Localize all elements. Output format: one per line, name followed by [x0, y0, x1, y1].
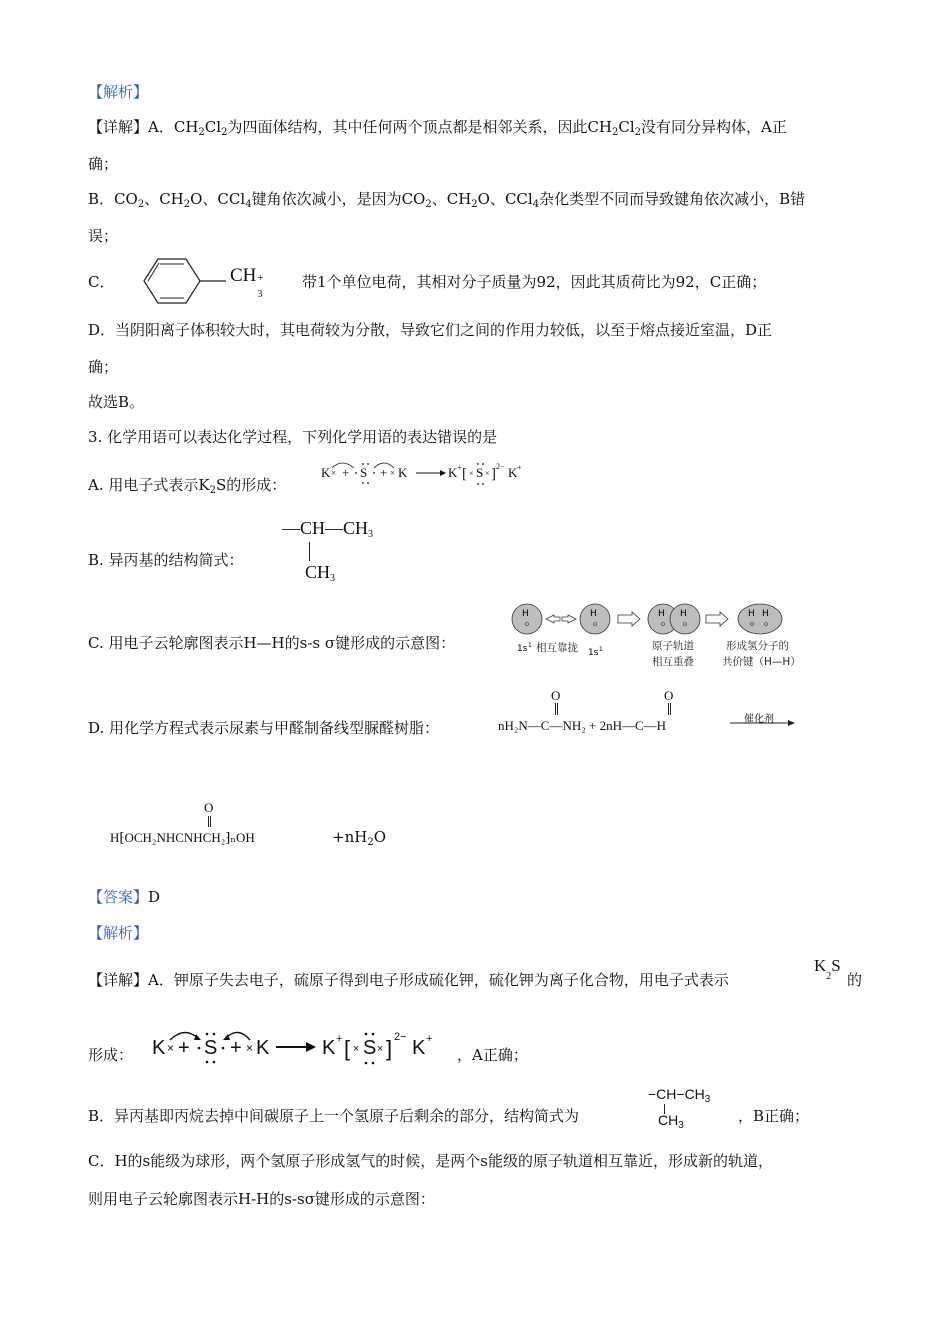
- q3-option-d: D. 用化学方程式表示尿素与甲醛制备线型脲醛树脂：: [88, 719, 440, 737]
- isopropyl-formula: $—CH—CH_3$: [282, 518, 374, 540]
- k-cation-right-lg: K: [412, 1037, 426, 1059]
- plus-sign: +: [342, 465, 350, 480]
- q3-stem: 3. 化学用语可以表达化学过程，下列化学用语的表达错误的是: [88, 428, 498, 446]
- arrow-left-open: [562, 615, 576, 623]
- reactants-equation: nH₂N—C—NH₂ + 2nH—C—H: [498, 718, 667, 733]
- h-label-6: H: [762, 609, 769, 619]
- q3-analysis-tag: 【解析】: [88, 924, 149, 942]
- polymer-formula: H⁅OCH₂NHCNHCH₂⁆ₙOH: [110, 830, 255, 845]
- q3-detail-b-correct: ，B正确；: [738, 1107, 810, 1125]
- electron-cross-2: ×: [390, 468, 396, 478]
- q3-detail-a-de: 的: [847, 971, 863, 989]
- orbital-sup-right: 1: [599, 646, 603, 653]
- q2-detail-a-cont: 确；: [88, 155, 119, 173]
- q3-detail-a-correct: ，A正确；: [457, 1046, 528, 1064]
- k-cation-right: K: [508, 465, 518, 480]
- k-cation-charge: +: [457, 463, 462, 472]
- s-charge: 2−: [496, 462, 505, 471]
- formaldehyde-o: O: [664, 688, 674, 703]
- k-atom-right: K: [398, 465, 408, 480]
- orbital-1s-right: 1s: [588, 648, 599, 658]
- polymer-carbonyl-o: O: [204, 800, 214, 815]
- bracket-open-lg: [: [344, 1036, 351, 1061]
- plus-sign-2: +: [380, 465, 388, 480]
- electron-cross-lg-4: ×: [377, 1043, 384, 1055]
- s-anion-lg: S: [363, 1037, 377, 1059]
- formaldehyde-double-bond: [668, 703, 671, 715]
- caption-overlap-1: 原子轨道: [652, 640, 694, 652]
- s-atom-lg: S: [204, 1037, 218, 1059]
- electron-cross-lg-3: ×: [353, 1043, 360, 1055]
- k-cation-charge-lg: +: [336, 1033, 343, 1045]
- q2-detail-a-line: 【详解】A．$CH_2Cl_2$为四面体结构，其中任何两个顶点都是相邻关系，因此$CH_2Cl_2$没有同分异构体，A正: [88, 118, 787, 138]
- urea-carbonyl-o: O: [551, 688, 561, 703]
- plus-lg: +: [178, 1037, 190, 1059]
- reaction-arrow: [728, 718, 798, 728]
- q2-detail-c-label: C．: [88, 273, 115, 291]
- q3-answer: 【答案】D: [88, 888, 161, 906]
- k-atom-left: K: [321, 465, 331, 480]
- k2s-electron-formula-large: [150, 1026, 450, 1066]
- orbital-1s-left: 1s: [517, 644, 528, 654]
- s-atom: S: [360, 465, 368, 480]
- q3-detail-b: B．异丙基即丙烷去掉中间碳原子上一个氢原子后剩余的部分，结构简式为: [88, 1107, 580, 1125]
- h-label-2: H: [590, 609, 597, 619]
- arrow-right-open: [546, 615, 560, 623]
- q3-option-b: B. 异丙基的结构简式：: [88, 551, 244, 569]
- h-label-1: H: [522, 609, 529, 619]
- k2s-inline: $K_2S$: [814, 956, 841, 982]
- h-label-4: H: [680, 609, 687, 619]
- k-atom-left-lg: K: [152, 1037, 166, 1059]
- electron-cross: ×: [331, 468, 337, 478]
- water-product: $+nH_2O$: [332, 828, 386, 848]
- arrow-step-2: [706, 612, 728, 626]
- catalyst-label: 催化剂: [744, 714, 774, 725]
- k-cation-lg: K: [322, 1037, 336, 1059]
- q2-detail-b-line: B．$CO_2$、$CH_2O$、CCl$_4$键角依次减小，是因为$CO_2$、$CH_2O$、CCl$_4$杂化类型不同而导致键角依次减小，B错: [88, 190, 806, 210]
- s-charge-lg: 2−: [394, 1031, 407, 1043]
- bracket-close: ]: [491, 466, 496, 482]
- q2-choose: 故选B。: [88, 393, 145, 411]
- bracket-open: [: [462, 466, 467, 482]
- electron-cross-4: ×: [485, 469, 490, 478]
- s-anion: S: [476, 465, 484, 480]
- ch3-cation-label: CH + 3: [230, 265, 264, 300]
- bracket-close-lg: ]: [386, 1036, 393, 1061]
- k-cation-charge-2: +: [517, 463, 522, 472]
- polymer-double-bond: [208, 816, 211, 827]
- analysis-tag: 【解析】: [88, 83, 149, 101]
- benzyl-cation-structure: [140, 255, 230, 307]
- electron-cross-3: ×: [469, 469, 474, 478]
- electron-cross-lg-2: ×: [246, 1041, 254, 1055]
- q2-detail-b-cont: 误；: [88, 227, 119, 245]
- k2s-electron-formula-small: [318, 456, 533, 488]
- arrow-step-1: [618, 612, 640, 626]
- caption-overlap-2: 相互重叠: [652, 656, 694, 668]
- isopropyl-bond: [309, 542, 310, 561]
- q2-detail-c-text: 带1个单位电荷，其相对分子质量为92，因此其质荷比为92，C正确；: [302, 273, 767, 291]
- isopropyl-formula-inline: $-CH-CH_3$: [648, 1086, 711, 1105]
- isopropyl-methyl-inline: $CH_3$: [658, 1112, 684, 1131]
- h-label-3: H: [658, 609, 665, 619]
- q2-detail-d-line: D．当阴阳离子体积较大时，其电荷较为分散，导致它们之间的作用力较低，以至于熔点接近室温，D正: [88, 321, 773, 339]
- q3-detail-a-formation: 形成：: [88, 1046, 134, 1064]
- q3-detail-c-cont: 则用电子云轮廓图表示H-H的s-sσ键形成的示意图：: [88, 1190, 435, 1208]
- isopropyl-methyl: $CH_3$: [305, 562, 336, 584]
- q3-detail-c: C．H的s能级为球形，两个氢原子形成氢气的时候，是两个s能级的原子轨道相互靠近，形成新的轨道，: [88, 1152, 773, 1170]
- k-atom-right-lg: K: [256, 1037, 270, 1059]
- h-label-5: H: [748, 609, 755, 619]
- q3-option-c: C. 用电子云轮廓图表示H—H的s-s σ键形成的示意图：: [88, 634, 456, 652]
- k-cation-left: K: [448, 465, 458, 480]
- caption-bond-2: 共价键（H—H）: [722, 656, 801, 668]
- orbital-sup-left: 1: [528, 642, 532, 649]
- k-cation-charge-right-lg: +: [426, 1033, 433, 1045]
- q3-detail-a: 【详解】A．钾原子失去电子，硫原子得到电子形成硫化钾，硫化钾为离子化合物，用电子式表示: [88, 971, 729, 989]
- electron-cross-lg: ×: [167, 1041, 175, 1055]
- urea-double-bond: [555, 703, 558, 715]
- q3-option-a: A. 用电子式表示$K_2S$的形成：: [88, 476, 287, 496]
- plus-lg-2: +: [230, 1037, 242, 1059]
- h2-molecule-cloud: [738, 604, 782, 634]
- caption-approach: 相互靠拢: [536, 642, 578, 654]
- q2-detail-d-cont: 确；: [88, 358, 119, 376]
- caption-bond-1: 形成氢分子的: [726, 640, 789, 652]
